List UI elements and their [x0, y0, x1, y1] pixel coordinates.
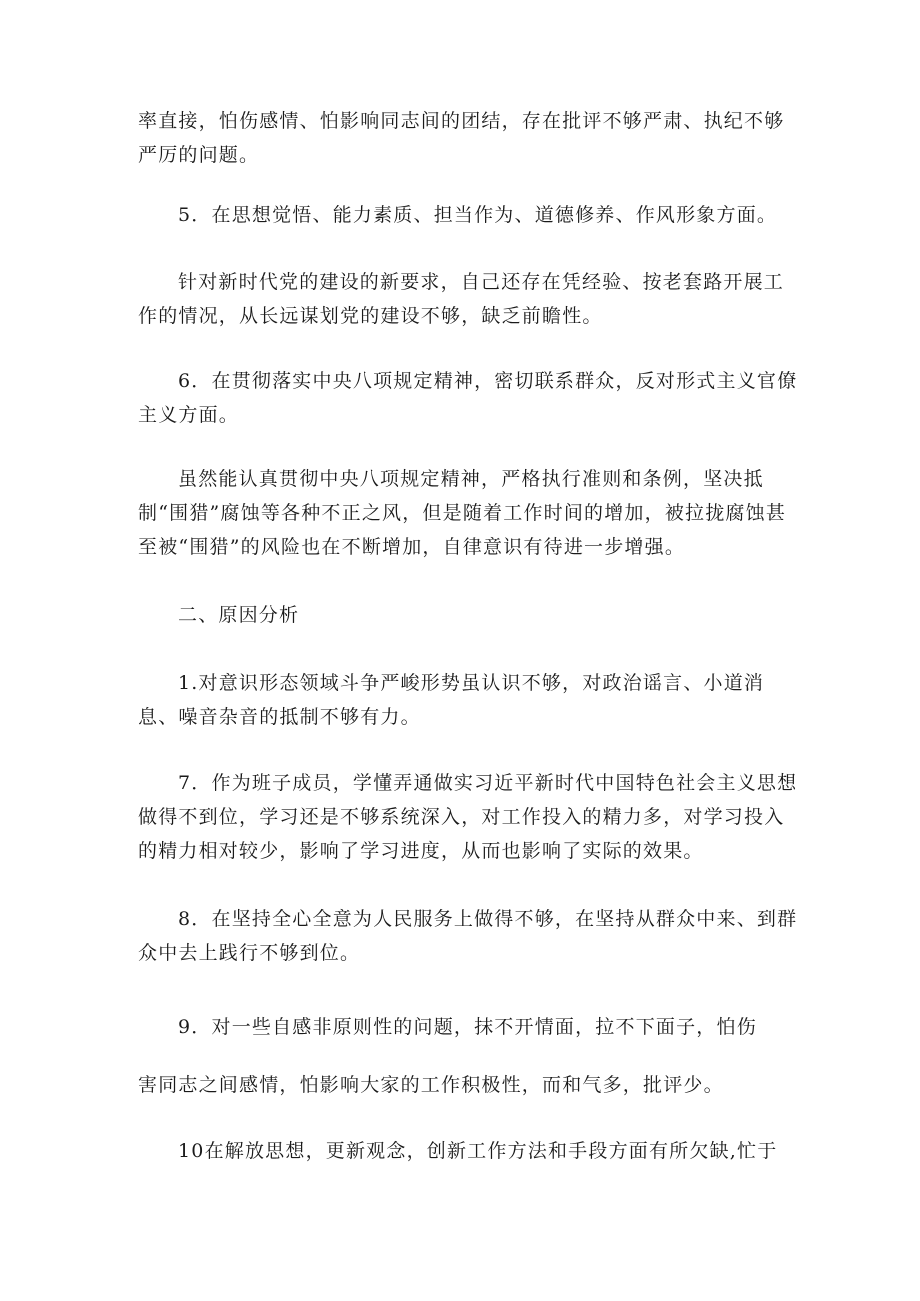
item-6-body: 虽然能认真贯彻中央八项规定精神，严格执行准则和条例，坚决抵制“围猎”腐蚀等各种不正之风，但是随着工作时间的增加，被拉拢腐蚀甚至被“围猎”的风险也在不断增加，自律意识有待进一步增强。 — [138, 468, 787, 558]
cause-item-7: 7．作为班子成员，学懂弄通做实习近平新时代中国特色社会主义思想做得不到位，学习还是不够系统深入，对工作投入的精力多，对学习投入的精力相对较少，影响了学习进度，从而也影响了实际的效果。 — [138, 772, 798, 862]
item-5-body: 针对新时代党的建设的新要求，自己还存在凭经验、按老套路开展工作的情况，从长远谋划党的建设不够，缺乏前瞻性。 — [138, 271, 785, 327]
paragraph-continuation: 率直接，怕伤感情、怕影响同志间的团结，存在批评不够严肃、执纪不够严厉的问题。 — [138, 110, 785, 166]
cause-item-9: 9．对一些自感非原则性的问题，抹不开情面，拉不下面子，怕伤 — [178, 1016, 757, 1038]
section-heading-cause-analysis: 二、原因分析 — [178, 604, 300, 626]
cause-item-9-continuation: 害同志之间感情，怕影响大家的工作积极性，而和气多，批评少。 — [138, 1074, 724, 1096]
cause-item-1: 1.对意识形态领域斗争严峻形势虽认识不够，对政治谣言、小道消息、噪音杂音的抵制不够有力。 — [138, 672, 765, 728]
cause-item-10: 10在解放思想，更新观念，创新工作方法和手段方面有所欠缺,忙于 — [178, 1140, 778, 1162]
item-5-heading: 5．在思想觉悟、能力素质、担当作为、道德修养、作风形象方面。 — [178, 204, 778, 226]
cause-item-8: 8．在坚持全心全意为人民服务上做得不够，在坚持从群众中来、到群众中去上践行不够到位。 — [138, 908, 798, 964]
item-6-heading: 6．在贯彻落实中央八项规定精神，密切联系群众，反对形式主义官僚主义方面。 — [138, 370, 798, 426]
